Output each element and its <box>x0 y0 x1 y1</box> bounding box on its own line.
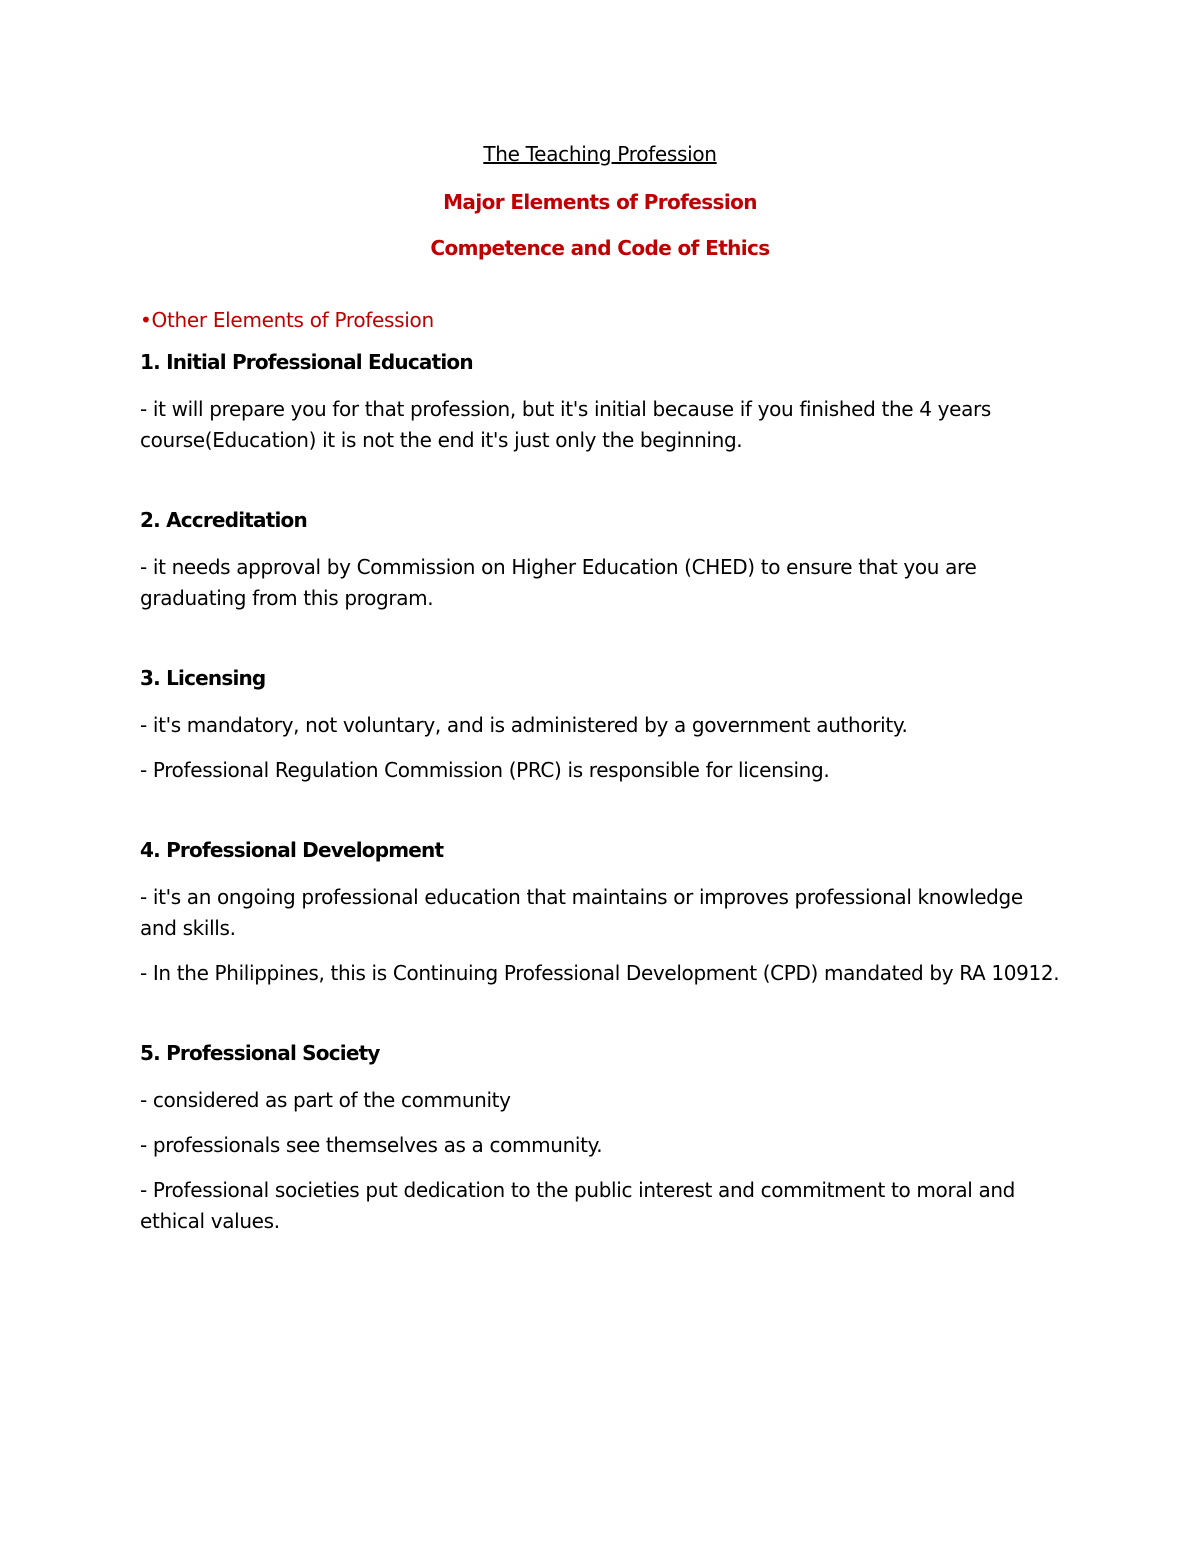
section-line: - Professional Regulation Commission (PRC) is responsible for licensing. <box>140 758 830 782</box>
document-subtitle-competence: Competence and Code of Ethics <box>430 236 770 260</box>
section-heading: 5. Professional Society <box>140 1041 380 1065</box>
section-accreditation <box>140 506 1060 614</box>
section-licensing <box>140 664 1060 786</box>
section-heading: 1. Initial Professional Education <box>140 350 473 374</box>
section-line: - it needs approval by Commission on Higher Education (CHED) to ensure that you are graduating from this program. <box>140 555 977 610</box>
document-title: The Teaching Profession <box>483 142 717 166</box>
section-heading: 2. Accreditation <box>140 508 307 532</box>
document-subtitle-elements: Major Elements of Profession <box>443 190 757 214</box>
section-heading: 3. Licensing <box>140 666 266 690</box>
document-header <box>140 140 1060 262</box>
section-professional-development <box>140 836 1060 989</box>
section-line: - it's mandatory, not voluntary, and is administered by a government authority. <box>140 713 908 737</box>
section-professional-society <box>140 1039 1060 1237</box>
section-line: - In the Philippines, this is Continuing Professional Development (CPD) mandated by RA 10912. <box>140 961 1060 985</box>
intro-bullet: •Other Elements of Profession <box>140 308 434 332</box>
document-page <box>140 140 1060 1237</box>
section-line: - it's an ongoing professional education that maintains or improves professional knowledge and skills. <box>140 885 1023 940</box>
section-initial-professional-education <box>140 348 1060 456</box>
section-line: - it will prepare you for that profession, but it's initial because if you finished the 4 years course(Education) it is not the end it's just only the beginning. <box>140 397 991 452</box>
section-line: - considered as part of the community <box>140 1088 511 1112</box>
section-heading: 4. Professional Development <box>140 838 444 862</box>
section-line: - Professional societies put dedication to the public interest and commitment to moral and ethical values. <box>140 1178 1016 1233</box>
section-line: - professionals see themselves as a community. <box>140 1133 603 1157</box>
